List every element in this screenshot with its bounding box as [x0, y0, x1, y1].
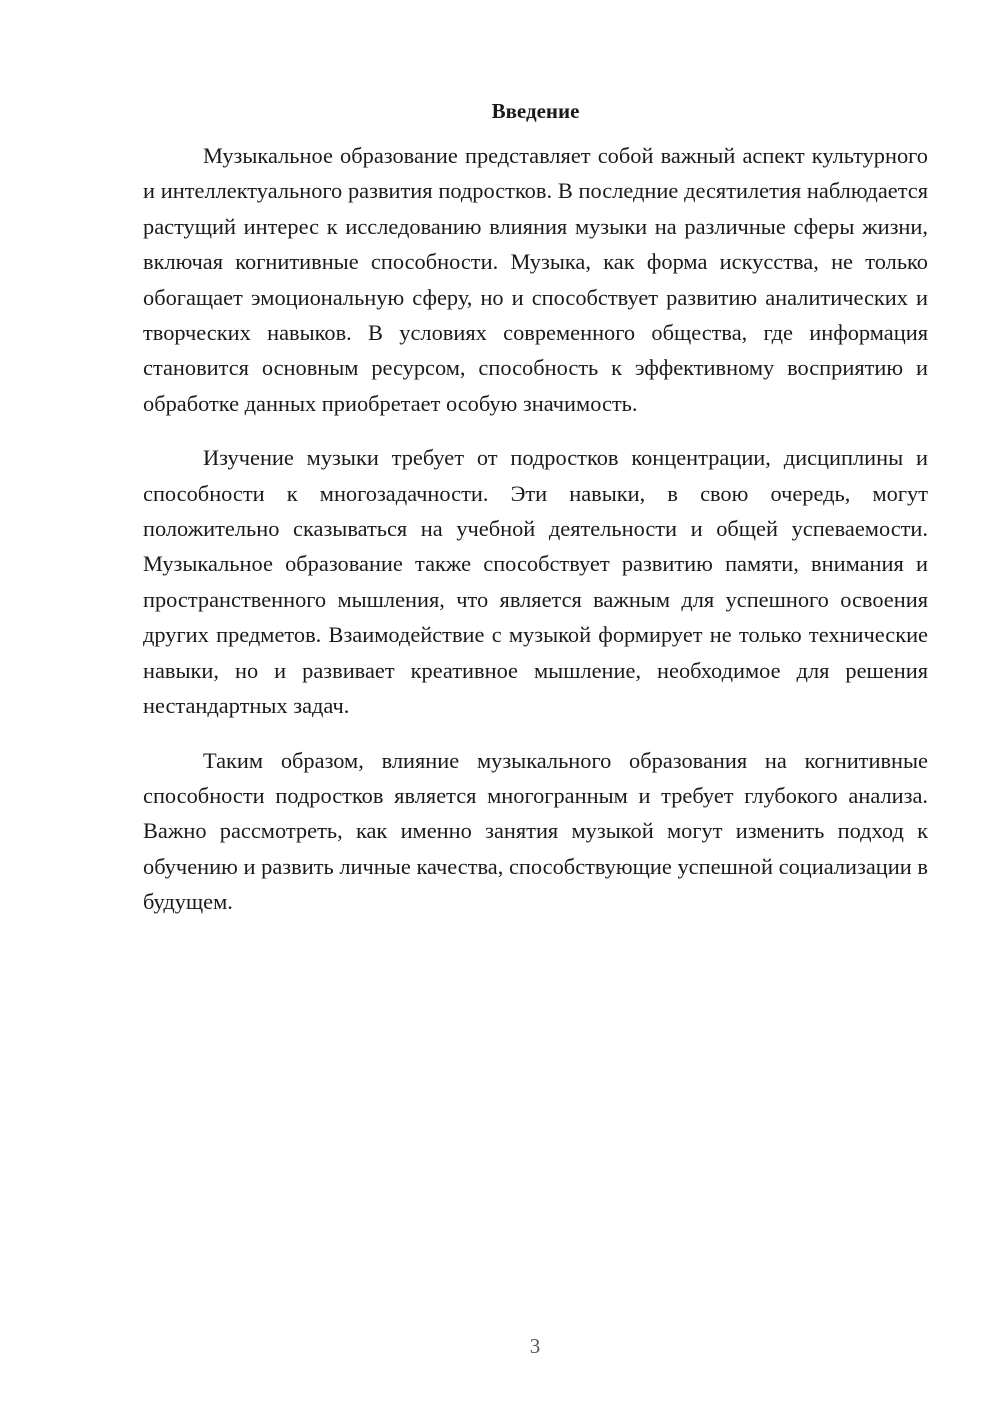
section-heading: Введение	[491, 99, 580, 123]
paragraph-3: Таким образом, влияние музыкального образования на когнитивные способности подростков является многогранным и требует глубокого анализа. Важно рассмотреть, как именно занятия музыкой могут изменить подход к обучению и развить личные качества, способствующие успешной социализации в будущем.	[143, 747, 928, 915]
paragraph-2: Изучение музыки требует от подростков концентрации, дисциплины и способности к многозадачности. Эти навыки, в свою очередь, могут положительно сказываться на учебной деятельности и общей успеваемости. Музыкальное образование также способствует развитию памяти, внимания и пространственного мышления, что является важным для успешного освоения других предметов. Взаимодействие с музыкой формирует не только технические навыки, но и развивает креативное мышление, необходимое для решения нестандартных задач.	[143, 445, 928, 719]
page-content	[143, 96, 928, 939]
paragraph-1: Музыкальное образование представляет собой важный аспект культурного и интеллектуального развития подростков. В последние десятилетия наблюдается растущий интерес к исследованию влияния музыки на различные сферы жизни, включая когнитивные способности. Музыка, как форма искусства, не только обогащает эмоциональную сферу, но и способствует развитию аналитических и творческих навыков. В условиях современного общества, где информация становится основным ресурсом, способность к эффективному восприятию и обработке данных приобретает особую значимость.	[143, 143, 928, 416]
page-number: 3	[529, 1334, 541, 1358]
